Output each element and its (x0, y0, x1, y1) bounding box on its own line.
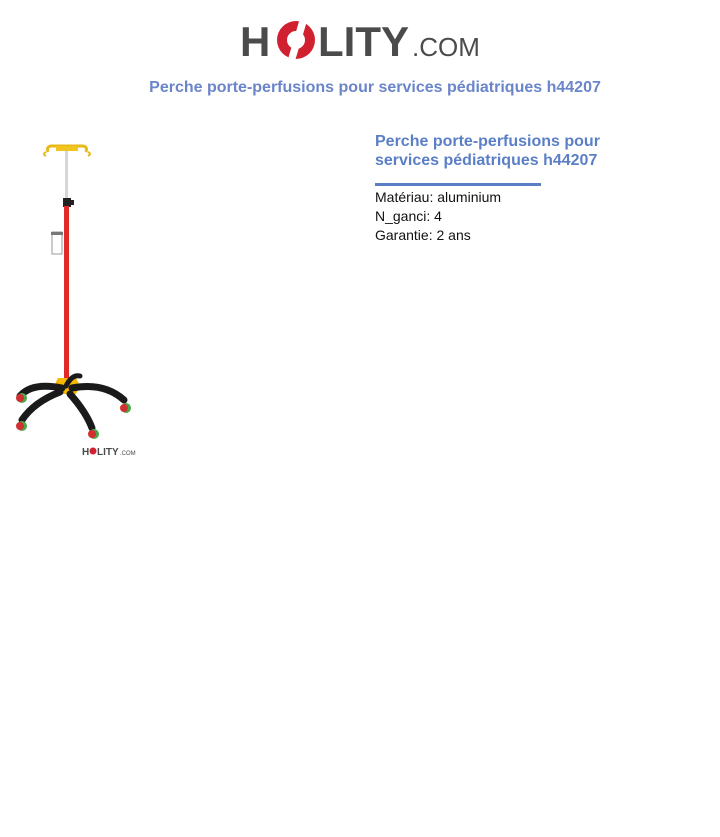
title-divider (375, 183, 541, 186)
spec-material: Matériau: aluminium (375, 189, 502, 205)
holity-logo (240, 12, 480, 66)
spec-warranty: Garantie: 2 ans (375, 227, 471, 243)
svg-text:H: H (240, 18, 271, 65)
svg-text:.COM: .COM (120, 451, 136, 457)
svg-text:LITY: LITY (318, 18, 409, 65)
svg-text:H: H (82, 447, 90, 458)
spec-list (375, 188, 615, 245)
iv-pole-icon (12, 138, 138, 460)
product-name: Perche porte-perfusions pour services pédiatriques h44207 (375, 133, 600, 169)
svg-text:.COM: .COM (412, 32, 480, 62)
svg-text:LITY: LITY (97, 447, 119, 458)
image-watermark (82, 447, 136, 458)
product-image (12, 138, 138, 460)
spec-hooks: N_ganci: 4 (375, 208, 442, 224)
product-details (375, 132, 615, 245)
page-title: Perche porte-perfusions pour services pédiatriques h44207 (149, 79, 601, 96)
